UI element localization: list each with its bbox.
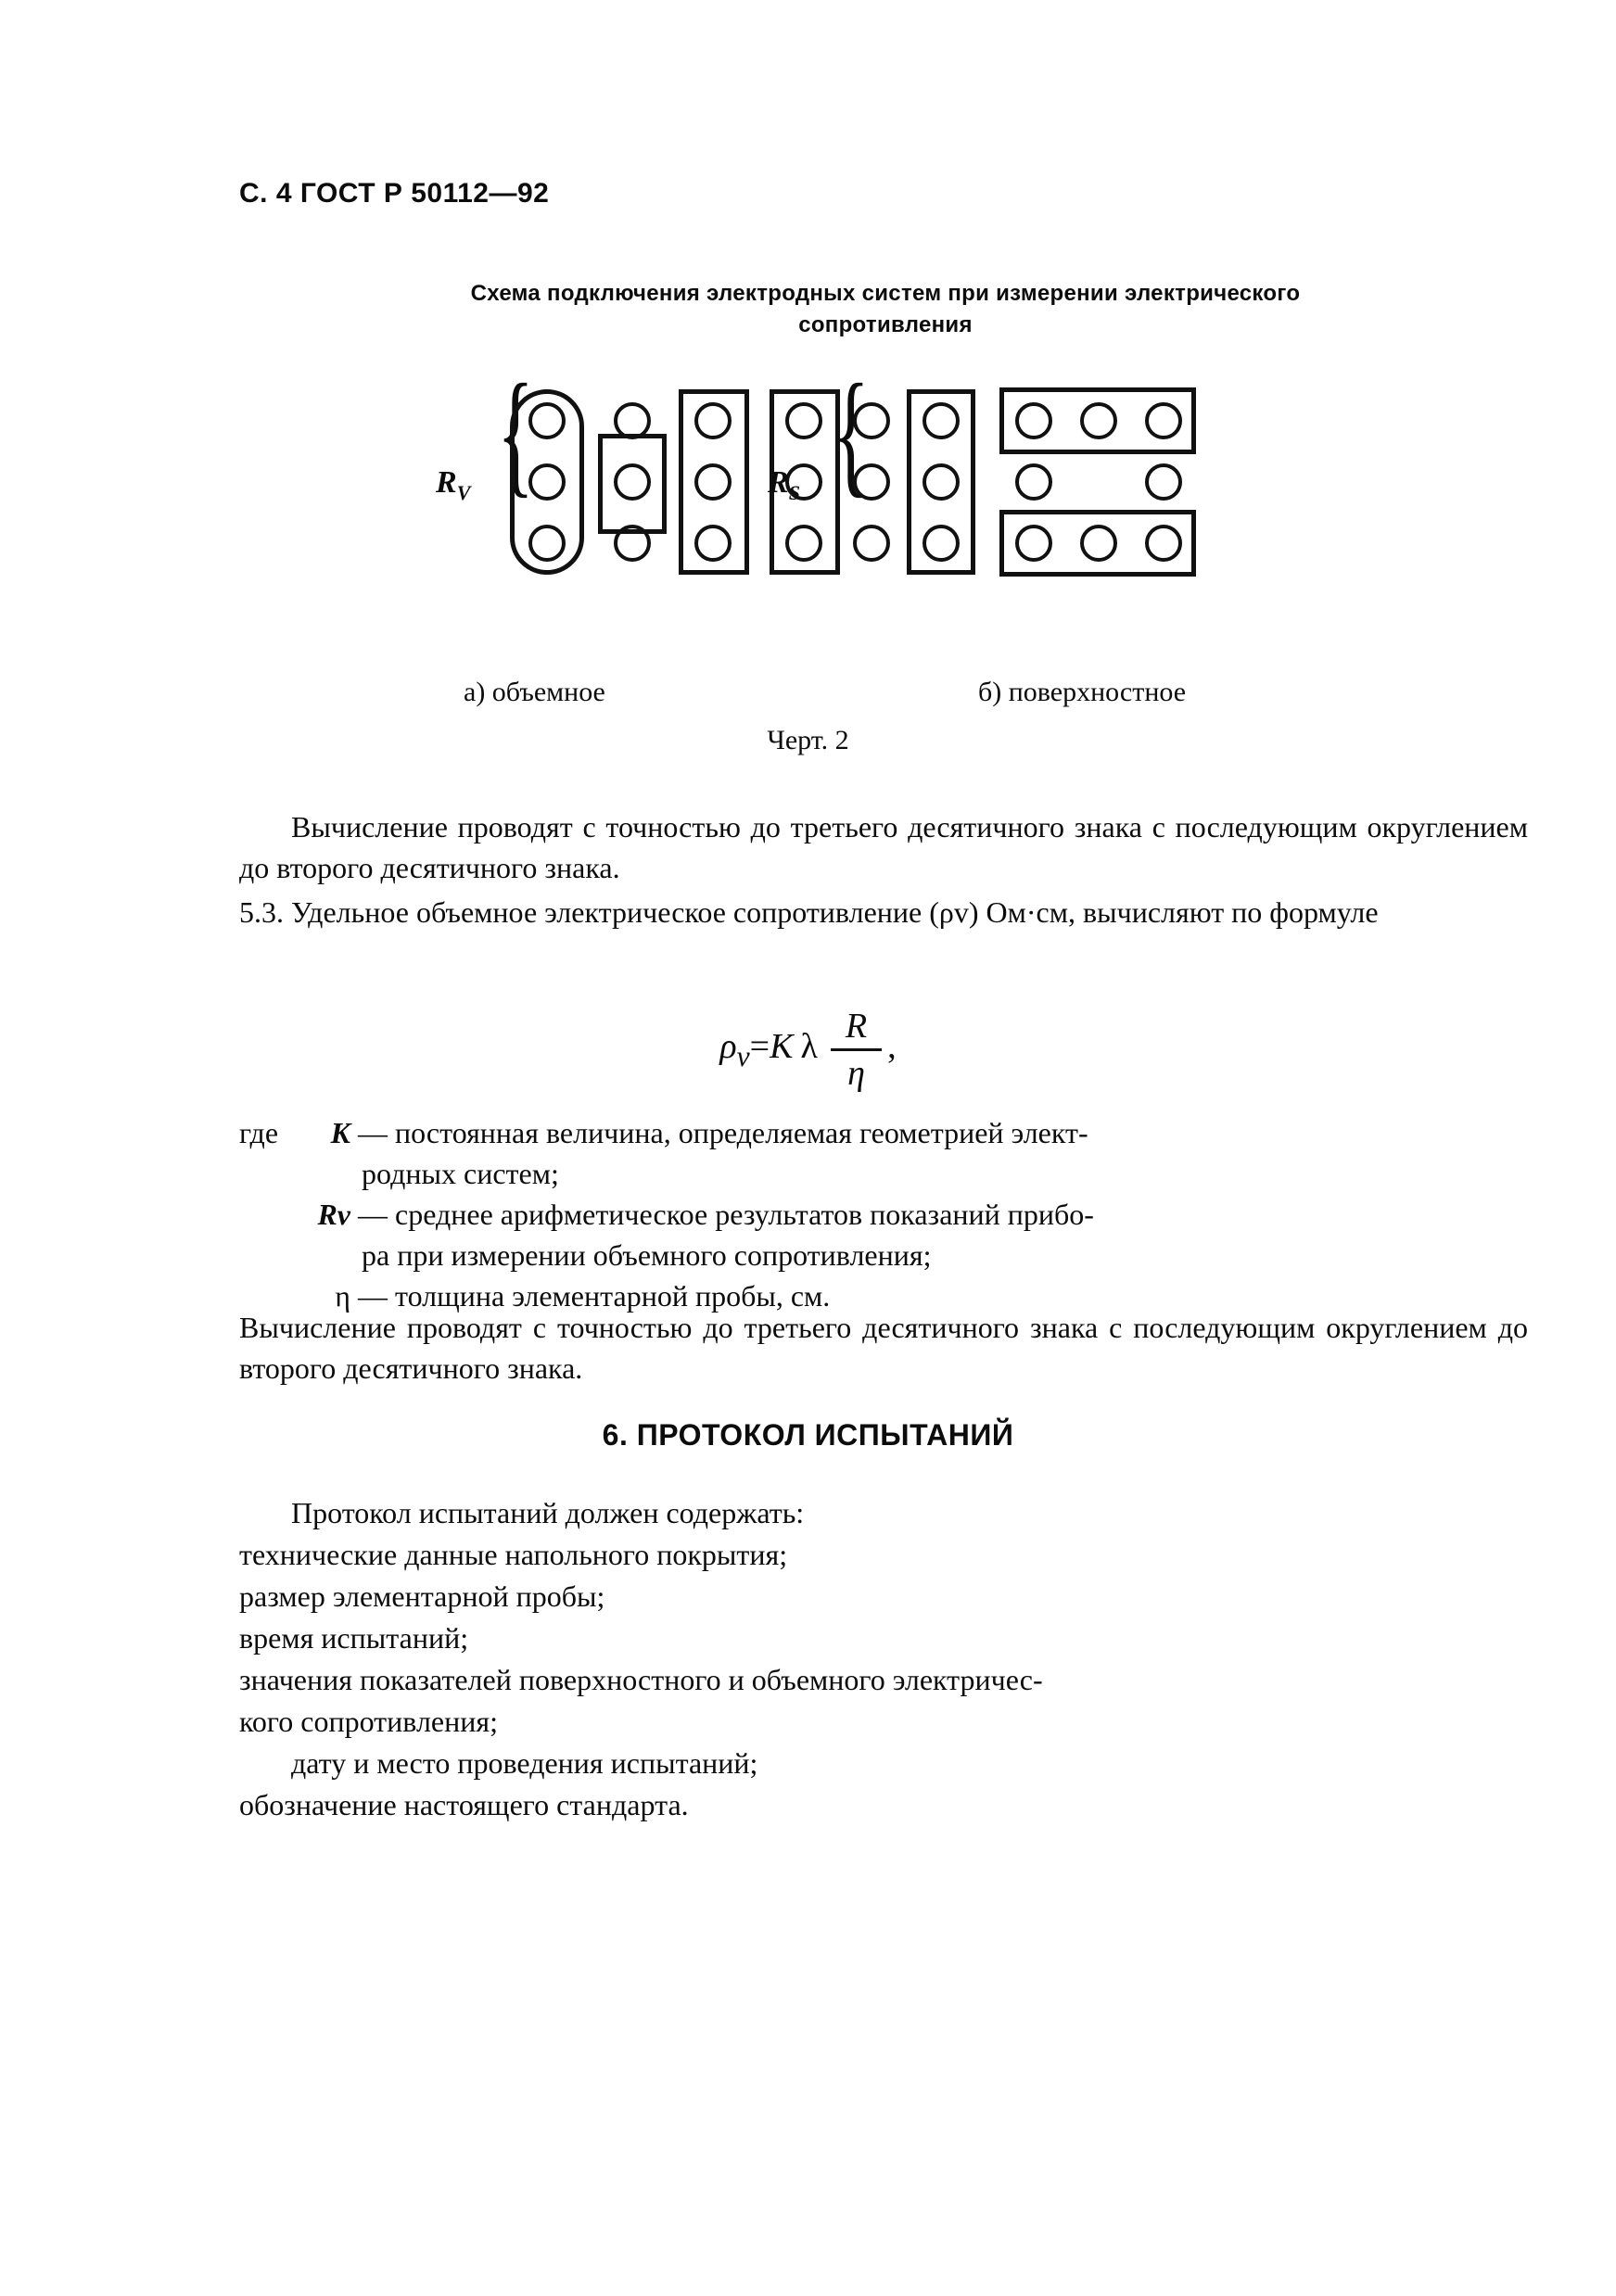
electrode-circle xyxy=(1015,525,1052,562)
formula-times: λ xyxy=(800,1027,818,1067)
electrode-scheme-figure xyxy=(399,356,1279,621)
electrode-circle xyxy=(694,402,732,439)
electrode-circle xyxy=(694,463,732,501)
legend-symbol-eta: η xyxy=(335,1279,350,1313)
legend-symbol-rv: Rv xyxy=(317,1198,350,1231)
formula-k: K xyxy=(770,1027,794,1067)
list-item: время испытаний; xyxy=(239,1621,469,1655)
protocol-intro: Протокол испытаний должен содержать: xyxy=(291,1496,805,1529)
section-title-protocol: 6. ПРОТОКОЛ ИСПЫТАНИЙ xyxy=(602,1418,1014,1452)
formula-fraction xyxy=(831,1006,882,1094)
legend-text-eta: — толщина элементарной пробы, см. xyxy=(358,1279,831,1313)
electrode-circle xyxy=(1080,525,1117,562)
electrode-circle xyxy=(614,402,651,439)
electrode-circle xyxy=(853,463,890,501)
electrode-circle xyxy=(528,402,566,439)
formula-legend xyxy=(239,1112,1528,1316)
rv-label: $R_V$ xyxy=(436,465,471,504)
left-brace: { xyxy=(497,356,534,510)
legend-intro: где xyxy=(239,1116,279,1149)
electrode-circle xyxy=(785,402,822,439)
formula-eq: = xyxy=(749,1027,770,1067)
electrode-circle xyxy=(694,525,732,562)
electrode-circle xyxy=(528,463,566,501)
figure-title-line2: сопротивления xyxy=(798,312,973,337)
electrode-circle xyxy=(1145,402,1182,439)
electrode-circle xyxy=(528,525,566,562)
protocol-list xyxy=(239,1492,1528,1826)
formula-lhs: ρ xyxy=(719,1027,737,1067)
figure-caption-a: а) объемное xyxy=(464,677,605,707)
figure-caption-b: б) поверхностное xyxy=(978,677,1187,707)
list-item: обозначение настоящего стандарта. xyxy=(239,1788,689,1821)
figure-number-caption: Черт. 2 xyxy=(767,725,849,755)
electrode-circle xyxy=(1015,402,1052,439)
electrode-circle xyxy=(614,525,651,562)
formula-lhs-sub: v xyxy=(736,1039,750,1072)
electrode-circle xyxy=(853,525,890,562)
list-item: размер элементарной пробы; xyxy=(239,1579,605,1613)
legend-text-rv-cont: ра при измерении объемного сопротивления; xyxy=(362,1238,932,1272)
electrode-circle xyxy=(785,525,822,562)
legend-row-k xyxy=(239,1112,1528,1153)
electrode-circle xyxy=(853,402,890,439)
right-brace: { xyxy=(833,356,870,510)
electrode-circle xyxy=(614,463,651,501)
electrode-circle xyxy=(1080,402,1117,439)
paragraph-precision-1 xyxy=(239,806,1528,888)
electrode-circle xyxy=(923,402,960,439)
list-item: дату и место проведения испытаний; xyxy=(291,1746,758,1780)
formula-volume-resistivity xyxy=(0,1006,1616,1094)
list-item: технические данные напольного покрытия; xyxy=(239,1538,788,1571)
figure-title xyxy=(315,278,1456,341)
list-item: кого сопротивления; xyxy=(239,1705,498,1738)
paragraph-precision-1-text: Вычисление проводят с точностью до третьего десятичного знака с последующим округлением до второго десятичного знака. xyxy=(239,810,1528,884)
paragraph-precision-2 xyxy=(239,1307,1528,1389)
figure-title-line1: Схема подключения электродных систем при измерении электрического xyxy=(470,281,1301,306)
formula-numerator: R xyxy=(831,1006,882,1051)
legend-row-rv xyxy=(239,1194,1528,1235)
legend-text-k: — постоянная величина, определяемая геометрией элект- xyxy=(358,1116,1088,1149)
electrode-circle xyxy=(923,463,960,501)
electrode-circle xyxy=(1145,525,1182,562)
formula-denominator: η xyxy=(847,1054,865,1093)
electrode-circle xyxy=(1145,463,1182,501)
list-item: значения показателей поверхностного и объемного электричес- xyxy=(239,1663,1043,1696)
paragraph-clause-53 xyxy=(239,892,1528,932)
legend-symbol-k: K xyxy=(330,1116,350,1149)
rs-label: $R_S$ xyxy=(768,465,800,504)
legend-text-rv: — среднее арифметическое результатов показаний прибо- xyxy=(358,1198,1094,1231)
legend-text-k-cont: родных систем; xyxy=(362,1157,559,1190)
electrode-circle xyxy=(1015,463,1052,501)
page-header: С. 4 ГОСТ Р 50112—92 xyxy=(239,178,550,209)
electrode-circle xyxy=(923,525,960,562)
paragraph-clause-53-text: 5.3. Удельное объемное электрическое сопротивление (ρv) Ом·см, вычисляют по формуле xyxy=(239,895,1379,929)
paragraph-precision-2-text: Вычисление проводят с точностью до третьего десятичного знака с последующим округлением до второго десятичного знака. xyxy=(239,1311,1528,1385)
formula-comma: , xyxy=(887,1027,897,1067)
